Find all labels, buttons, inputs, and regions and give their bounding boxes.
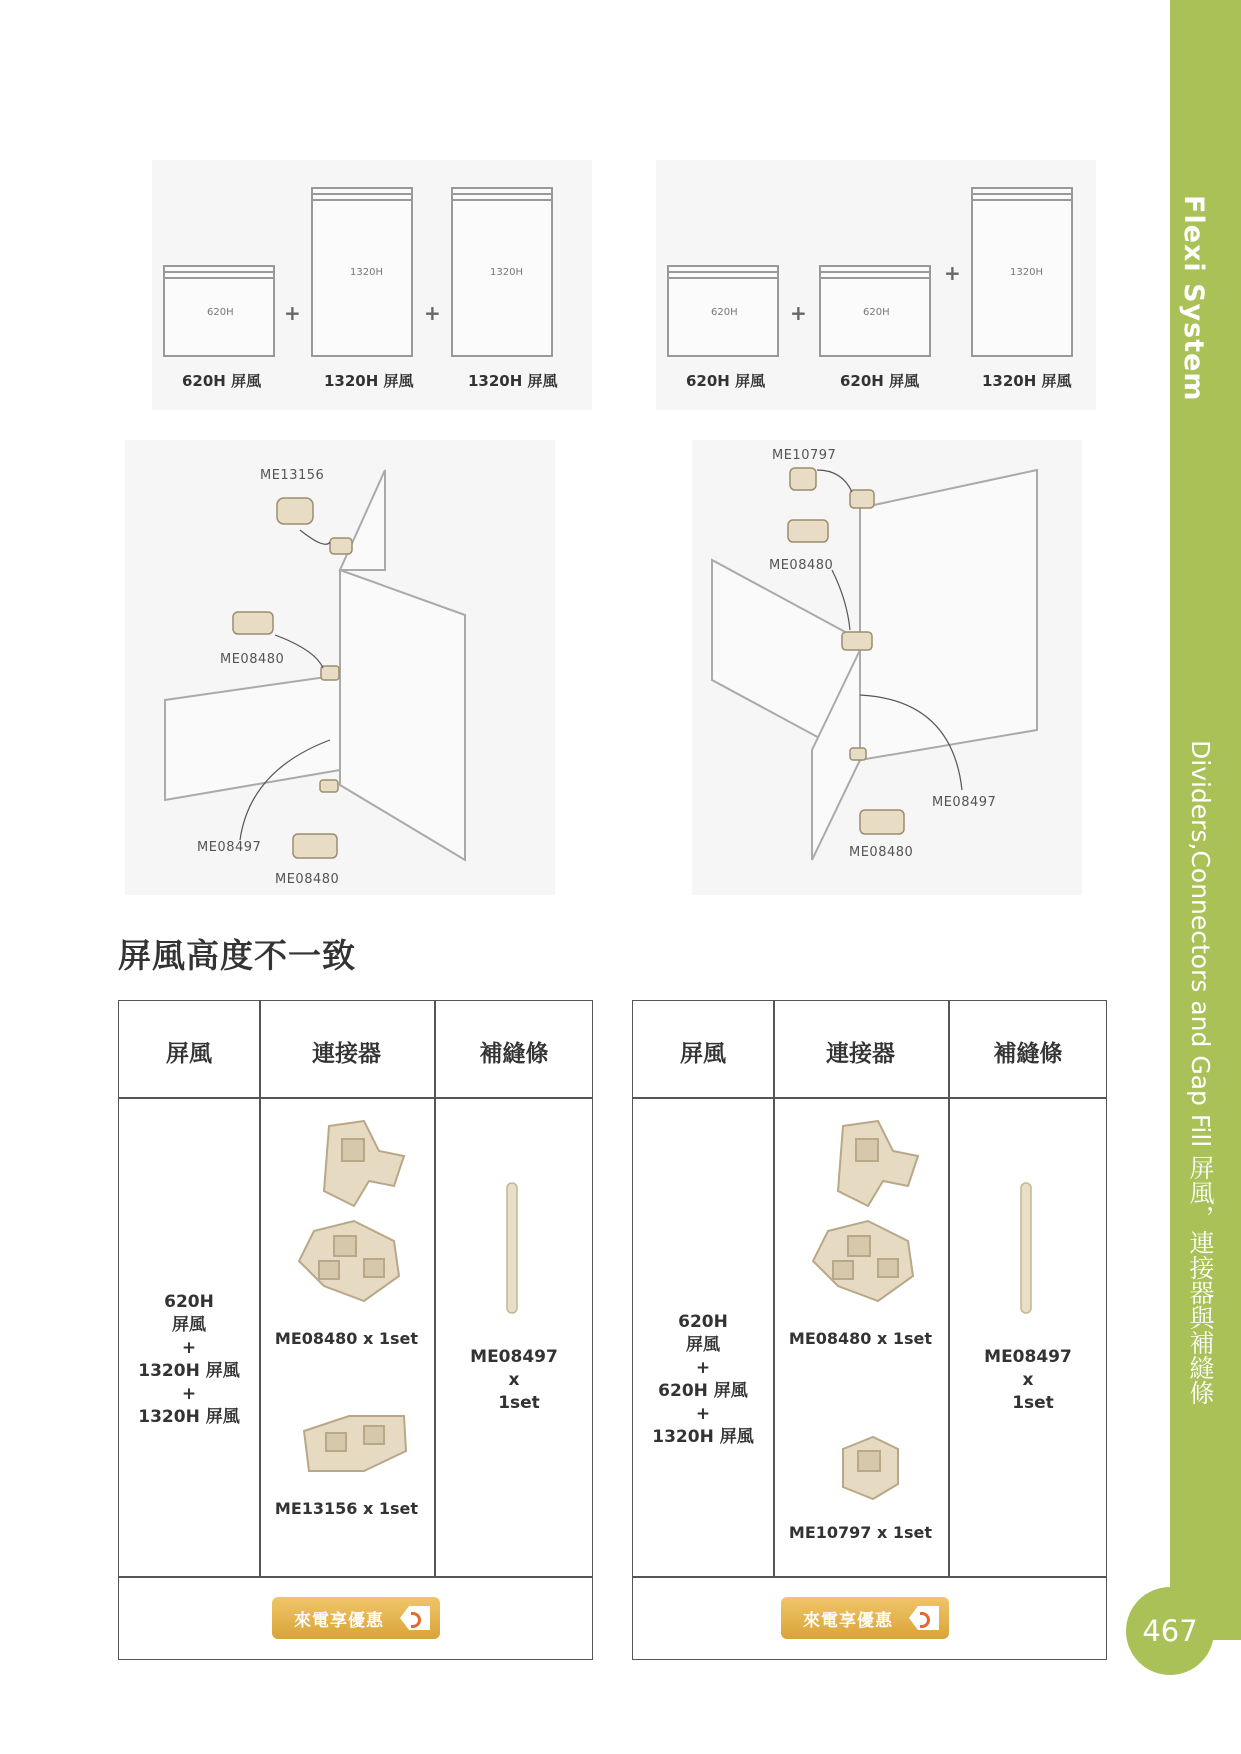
combination-table-1: [118, 1000, 593, 1660]
screen-combination: 620H 屏風 + 620H 屏風 + 1320H 屏風: [652, 1312, 754, 1447]
panel-height-label: 1320H: [1010, 267, 1043, 278]
panel-height-label: 620H: [207, 307, 234, 318]
part-code-label: ME08480: [220, 652, 285, 667]
panel-caption: 620H 屏風: [840, 372, 920, 390]
button-label: 來電享優惠: [803, 1610, 893, 1631]
side-band-subtitle: Dividers,Connectors and Gap Fill 屏風，連接器與補縫條: [1186, 740, 1215, 1406]
panel-height-label: 1320H: [350, 267, 383, 278]
row-divider: [119, 1097, 592, 1099]
part-code-label: ME08480: [769, 558, 834, 573]
column-divider: [259, 1001, 261, 1577]
panel-height-label: 620H: [863, 307, 890, 318]
assembly-drawing-right: [692, 440, 1082, 895]
plus-sign: +: [424, 301, 441, 325]
panel-caption: 620H 屏風: [182, 372, 262, 390]
part-code-label: ME10797: [772, 448, 837, 463]
panel-height-label: 620H: [711, 307, 738, 318]
connector-label: ME13156 x 1set: [274, 1499, 419, 1518]
call-for-discount-button[interactable]: [272, 1597, 440, 1639]
panel-caption: 620H 屏風: [686, 372, 766, 390]
part-code-label: ME13156: [260, 468, 325, 483]
button-label: 來電享優惠: [294, 1610, 384, 1631]
gapfill-strip-image: [1011, 1181, 1041, 1321]
panel-caption: 1320H 屏風: [324, 372, 414, 390]
page-number: 467: [1126, 1587, 1214, 1675]
combination-table-2: [632, 1000, 1107, 1660]
connector-label: ME08480 x 1set: [274, 1329, 419, 1348]
panel-caption: 1320H 屏風: [982, 372, 1072, 390]
row-divider: [633, 1097, 1106, 1099]
header-gapfill: 補縫條: [479, 1041, 549, 1067]
column-divider: [948, 1001, 950, 1577]
plus-sign: +: [944, 261, 961, 285]
assembly-illustration-right: [692, 440, 1082, 895]
connector-me10797-image: [828, 1429, 908, 1509]
panel-caption: 1320H 屏風: [468, 372, 558, 390]
part-code-label: ME08480: [849, 845, 914, 860]
section-heading: 屏風高度不一致: [118, 936, 356, 975]
header-gapfill: 補縫條: [993, 1041, 1063, 1067]
gapfill-strip-image: [497, 1181, 527, 1321]
connector-me08480-image: [284, 1111, 414, 1311]
panel-height-label: 1320H: [490, 267, 523, 278]
column-divider: [434, 1001, 436, 1577]
connector-me08480-image: [798, 1111, 928, 1311]
assembly-illustration-left: [125, 440, 555, 895]
header-screen: 屏風: [166, 1041, 212, 1067]
header-connector: 連接器: [312, 1041, 381, 1067]
header-connector: 連接器: [826, 1041, 895, 1067]
phone-icon: [909, 1606, 939, 1630]
connector-label: ME08480 x 1set: [788, 1329, 933, 1348]
panel-combination-diagram-right: [656, 160, 1096, 410]
plus-sign: +: [284, 301, 301, 325]
row-divider: [119, 1576, 592, 1578]
header-screen: 屏風: [680, 1041, 726, 1067]
part-code-label: ME08480: [275, 872, 340, 887]
connector-me13156-image: [294, 1401, 414, 1481]
plus-sign: +: [790, 301, 807, 325]
side-band-title: Flexi System: [1178, 195, 1209, 402]
gapfill-quantity: ME08497 x 1set: [984, 1347, 1072, 1413]
part-code-label: ME08497: [932, 795, 997, 810]
column-divider: [773, 1001, 775, 1577]
gapfill-quantity: ME08497 x 1set: [470, 1347, 558, 1413]
part-code-label: ME08497: [197, 840, 262, 855]
phone-icon: [400, 1606, 430, 1630]
screen-combination: 620H 屏風 + 1320H 屏風 + 1320H 屏風: [138, 1292, 240, 1427]
call-for-discount-button[interactable]: [781, 1597, 949, 1639]
connector-label: ME10797 x 1set: [788, 1523, 933, 1542]
panel-combination-diagram-left: [152, 160, 592, 410]
assembly-drawing-left: [125, 440, 555, 895]
row-divider: [633, 1576, 1106, 1578]
